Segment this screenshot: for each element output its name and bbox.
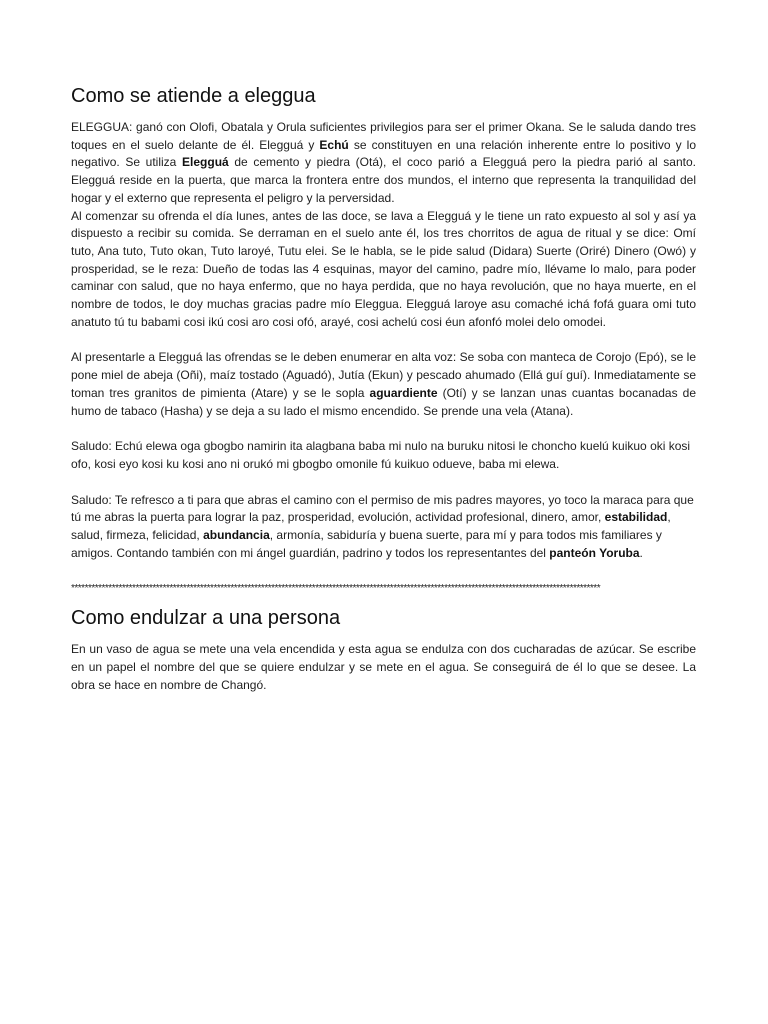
document-page [71,84,696,695]
section-title-eleggua: Como se atiende a eleggua [71,85,316,107]
paragraph-offering: Al comenzar su ofrenda el día lunes, antes de las doce, se lava a Elegguá y le tiene un rato expuesto al sol y así ya dispuesto a recibir su comida. Se derraman en el suelo ante él, los tres chorritos de agua de ritual y se dice: Omí tuto, Ana tuto, Tuto okan, Tuto laroyé, Tutu elei. Se le habla, se le pide salud (Didara) Suerte (Oriré) Dinero (Owó) y prosperidad, se le reza: Dueño de todas las 4 esquinas, mayor del camino, padre mío, llévame lo malo, para poder caminar con salud, que no haya enfermo, que no haya perdida, que no haya revolución, que no haya muerte, en el nombre de todos, le doy muchas gracias padre mío Eleggua. Elegguá laroye asu comaché ichá fofá guara omi tuto anatuto tú tu babami cosi ikú cosi aro cosi ofó, arayé, cosi achelú cosi éun afonfó molei delo omodei. [71,208,696,329]
section-title-endulzar: Como endulzar a una persona [71,607,341,630]
paragraph-saludo-2: Saludo: Te refresco a ti para que abras el camino con el permiso de mis padres mayores, yo toco la maraca para que tú me abras la puerta para lograr la paz, prosperidad, evolución, actividad profesional, dinero, amor, estabilidad, salud, firmeza, felicidad, abundancia, armonía, sabiduría y buena suerte, para mí y para todos mis familiares y amigos. Contando también con mi ángel guardián, padrino y todos los representantes del panteón Yoruba. [71,492,694,560]
bold-eleggua: Elegguá [182,155,229,170]
paragraph-intro: ELEGGUA: ganó con Olofi, Obatala y Orula suficientes privilegios para ser el primer Okana. Se le saluda dando tres toques en el suelo delante de él. Elegguá y Echú se constituyen en una relación inherente entre lo positivo y lo negativo. Se utiliza Elegguá de cemento y piedra (Otá), el coco parió a Elegguá pero la piedra parió al santo. Elegguá reside en la puerta, que marca la frontera entre dos mundos, el interno que representa la tranquilidad del hogar y el externo que representa el peligro y la perversidad. [71,120,697,205]
bold-aguardiente: aguardiente [369,385,438,400]
paragraph-endulzar: En un vaso de agua se mete una vela encendida y esta agua se endulza con dos cucharadas de azúcar. Se escribe en un papel el nombre del que se quiere endulzar y se mete en el agua. Se conseguirá de él lo que se desee. La obra se hace en nombre de Changó. [71,642,696,692]
bold-estabilidad: estabilidad [604,510,668,525]
bold-abundancia: abundancia [203,528,270,543]
bold-panteon-yoruba: panteón Yoruba [549,545,640,560]
paragraph-presentation: Al presentarle a Elegguá las ofrendas se le deben enumerar en alta voz: Se soba con manteca de Corojo (Epó), se le pone miel de abeja (Oñi), maíz tostado (Aguadó), Jutía (Ekun) y pescado ahumado (Ellá guí guí). Inmediatamente se toman tres granitos de pimienta (Atare) y se le sopla aguardiente (Otí) y se lanzan unas cuantas bocanadas de humo de tabaco (Hasha) y se deja a su lado el mismo encendido. Se prende una vela (Atana). [71,350,696,418]
bold-echu: Echú [319,137,349,152]
asterisk-separator: ************************************************************************************************************************************************************ [71,583,601,595]
paragraph-saludo-1: Saludo: Echú elewa oga gbogbo namirin ita alagbana baba mi nulo na buruku nitosi le choncho kuelú kuikuo oki kosi ofo, kosi eyo kosi ku kosi ano ni orukó mi gbogbo omonile fú kuikuo odueve, baba mi elewa. [71,439,691,471]
